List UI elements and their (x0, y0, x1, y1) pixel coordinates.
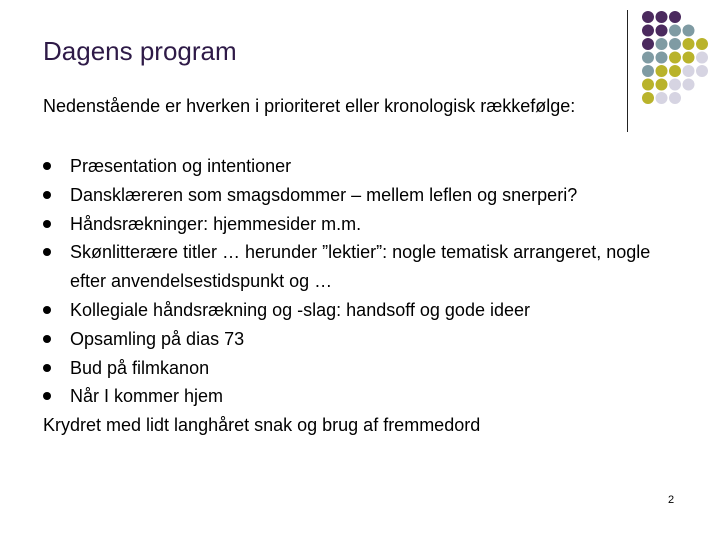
decorative-dot (656, 79, 668, 91)
list-item-text: Dansklæreren som smagsdommer – mellem leflen og snerperi? (70, 184, 578, 205)
bullet-dot-icon (43, 191, 51, 199)
page-number: 2 (668, 494, 675, 506)
list-item-text: Kollegiale håndsrækning og -slag: handsoff og gode ideer (70, 299, 530, 320)
decorative-dot (656, 52, 668, 64)
bullet-dot-icon (43, 248, 51, 256)
decorative-dot (642, 38, 654, 50)
decorative-dot (669, 79, 681, 91)
bullet-dot-icon (43, 220, 51, 228)
list-item (43, 210, 683, 239)
decorative-dot (669, 25, 681, 37)
decorative-dot (656, 11, 668, 23)
decorative-dot (669, 92, 681, 104)
closing-text: Krydret med lidt langhåret snak og brug af fremmedord (43, 415, 481, 436)
slide-title: Dagens program (43, 36, 237, 66)
decorative-dot (656, 65, 668, 77)
bullet-dot-icon (43, 162, 51, 170)
decorative-dot (642, 79, 654, 91)
list-item (43, 152, 683, 181)
decorative-dot (669, 11, 681, 23)
decorative-dot (656, 25, 668, 37)
decorative-dot (642, 65, 654, 77)
decorative-dot (642, 92, 654, 104)
decorative-dot (683, 52, 695, 64)
decorative-dot (696, 38, 708, 50)
decorative-dot (696, 65, 708, 77)
decorative-dot (656, 38, 668, 50)
decorative-dot (696, 52, 708, 64)
list-item (43, 325, 683, 354)
bullet-list (43, 152, 683, 440)
decorative-dot (669, 38, 681, 50)
bullet-dot-icon (43, 392, 51, 400)
decorative-dot (642, 11, 654, 23)
list-item-text: Opsamling på dias 73 (70, 328, 245, 349)
decorative-dot (669, 65, 681, 77)
bullet-dot-icon (43, 364, 51, 372)
decorative-dot (683, 25, 695, 37)
decorative-dot-grid (0, 0, 720, 140)
bullet-dot-icon (43, 335, 51, 343)
list-item-text: Præsentation og intentioner (70, 156, 292, 176)
decorative-dot (642, 52, 654, 64)
intro-text: Nedenstående er hverken i prioriteret eller kronologisk rækkefølge: (43, 96, 576, 116)
decorative-dot (656, 92, 668, 104)
decorative-dot (683, 38, 695, 50)
list-item-text: Skønlitterære titler … herunder ”lektier”: nogle tematisk arrangeret, nogle efter anvendelsestidspunkt og … (70, 242, 651, 292)
decorative-dot (669, 52, 681, 64)
list-item (43, 382, 683, 411)
bullet-dot-icon (43, 306, 51, 314)
decorative-dot (683, 65, 695, 77)
list-item (43, 181, 683, 210)
list-item-text: Når I kommer hjem (70, 386, 224, 407)
list-item (43, 354, 683, 383)
list-item-text: Håndsrækninger: hjemmesider m.m. (70, 213, 362, 234)
decorative-dot (642, 25, 654, 37)
list-item-text: Bud på filmkanon (70, 357, 210, 378)
list-item (43, 296, 683, 325)
decorative-dot (683, 79, 695, 91)
list-item (43, 238, 683, 296)
